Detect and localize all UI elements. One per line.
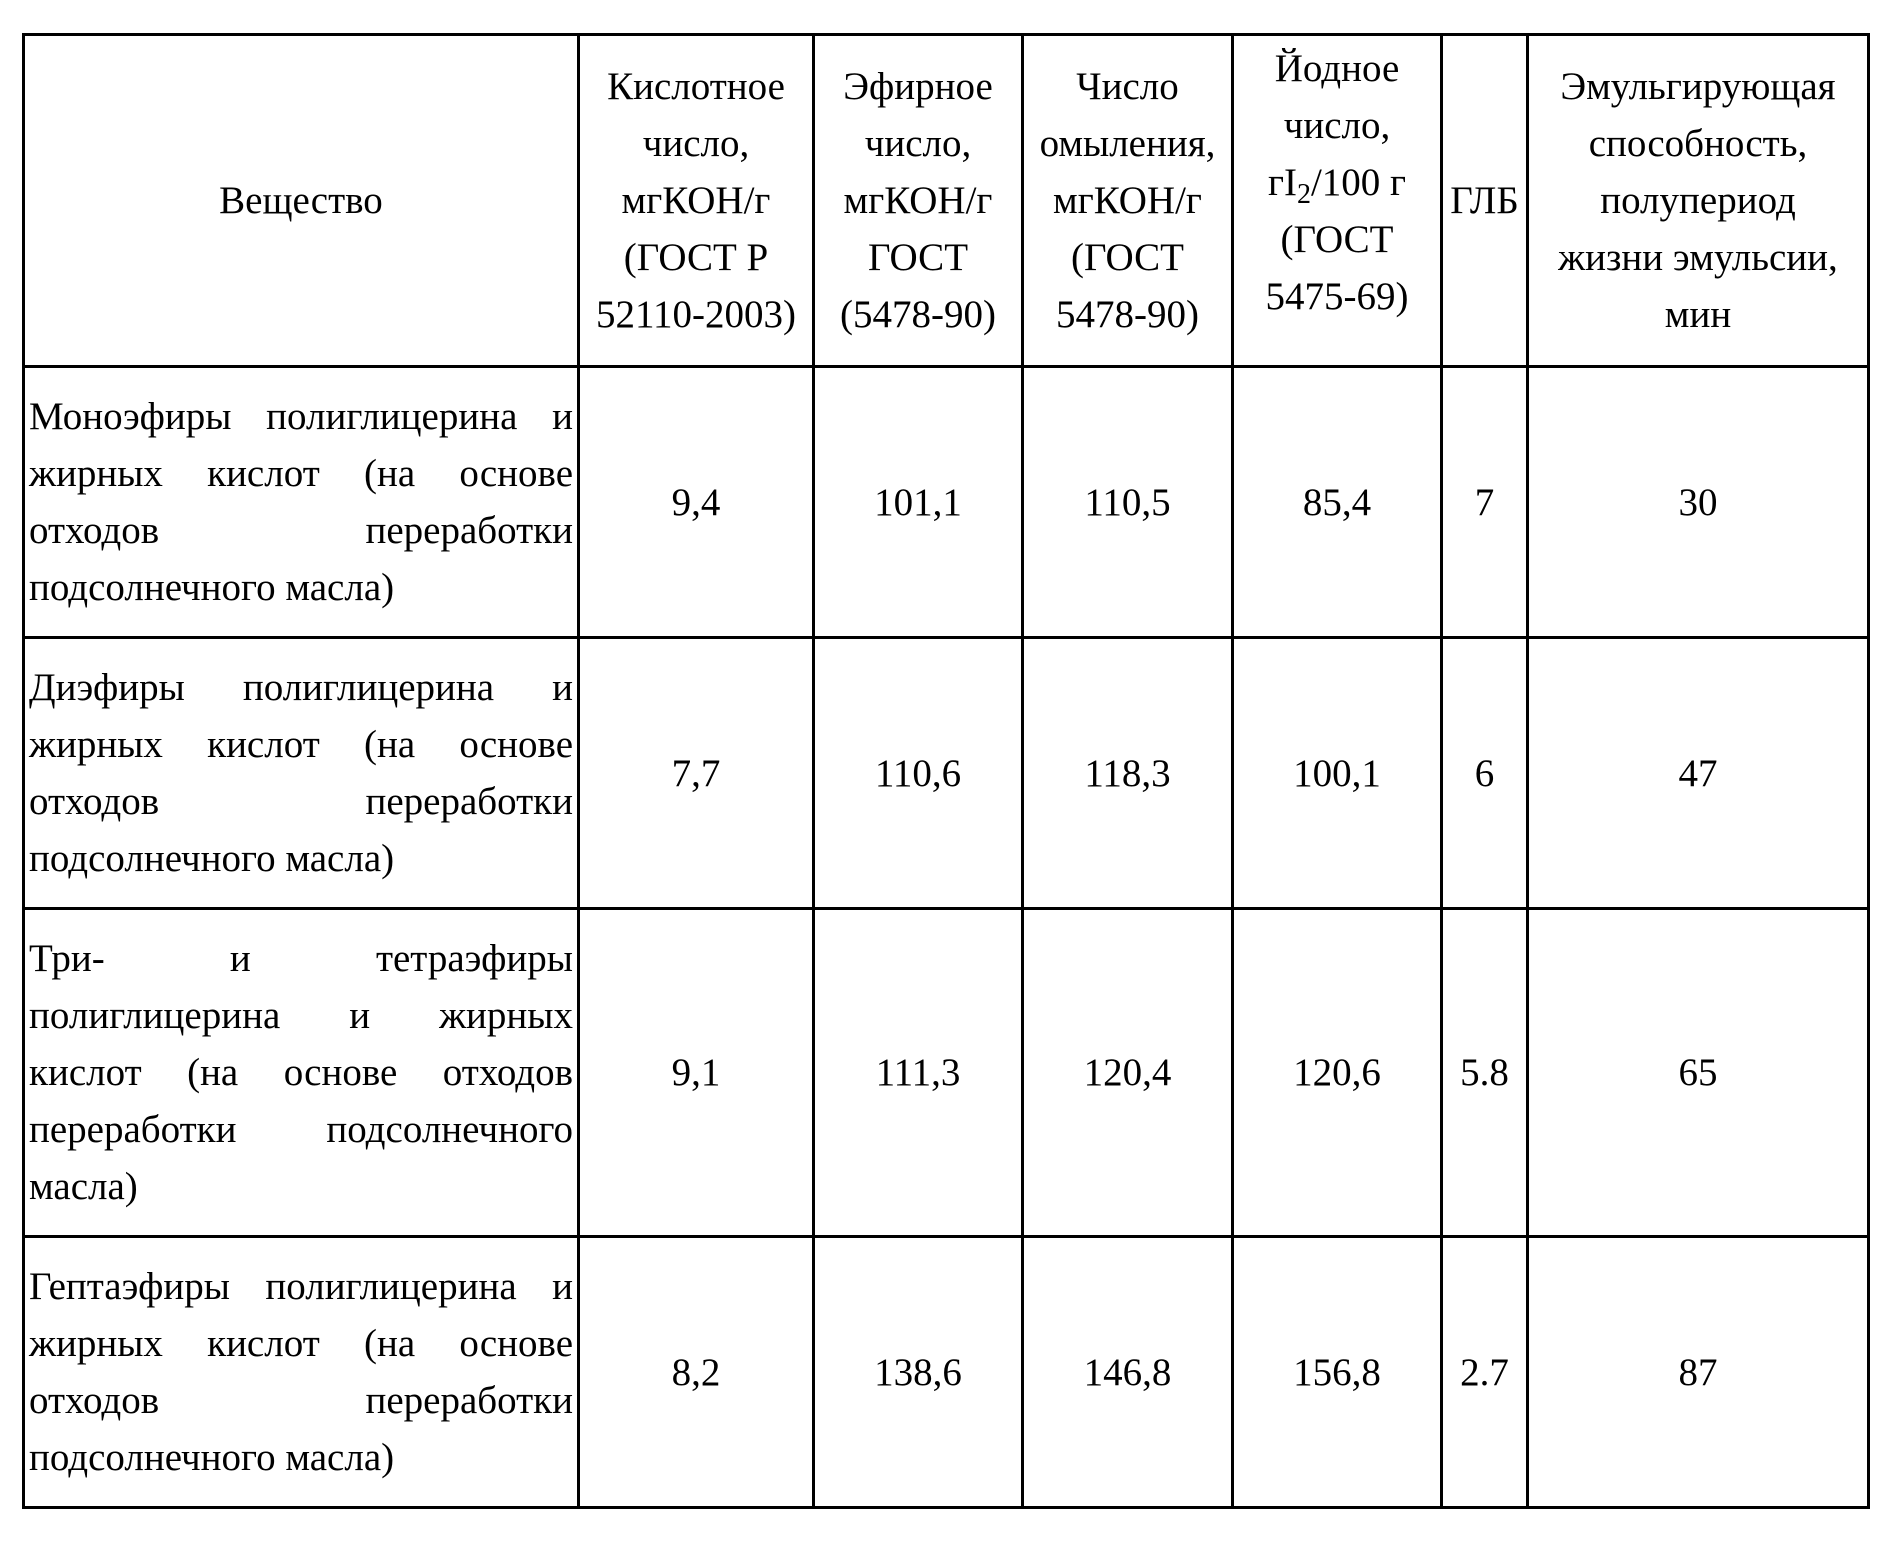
header-iodine-line: число, [1283,104,1391,147]
cell-ester-number: 138,6 [814,1237,1023,1508]
cell-acid-number: 8,2 [579,1237,814,1508]
header-iodine-unit [1267,161,1407,210]
header-ester-line: ГОСТ [867,236,969,279]
cell-hlb: 6 [1442,638,1528,909]
header-ester-line: мгКОН/г [843,179,993,222]
header-hlb [1442,35,1528,367]
header-ester-line: (5478-90) [840,293,996,336]
header-acid-line: 52110-2003) [595,293,797,336]
cell-emulsion-half-life: 30 [1528,367,1869,638]
header-emulsifying-line: полупериод [1600,179,1796,222]
cell-acid-number: 9,4 [579,367,814,638]
header-acid-line: (ГОСТ Р [623,236,769,279]
header-iodine-number [1233,35,1442,367]
header-saponification-line: (ГОСТ [1070,236,1185,279]
header-iodine-unit-part: /100 г [1310,161,1407,204]
cell-ester-number: 111,3 [814,909,1023,1237]
cell-iodine-number: 156,8 [1233,1237,1442,1508]
cell-saponification-number: 146,8 [1023,1237,1233,1508]
cell-substance: Три- и тетраэфиры полиглицерина и жирных кислот (на основе отходов переработки подсолнечного масла) [24,909,579,1237]
table-row [24,367,1869,638]
cell-hlb: 2.7 [1442,1237,1528,1508]
header-iodine-line: 5475-69) [1265,275,1409,318]
cell-hlb: 5.8 [1442,909,1528,1237]
cell-ester-number: 101,1 [814,367,1023,638]
cell-acid-number: 9,1 [579,909,814,1237]
header-emulsifying-line: жизни эмульсии, [1558,236,1838,279]
header-iodine-unit-subscript: 2 [1296,179,1311,210]
header-saponification-line: 5478-90) [1056,293,1199,336]
header-emulsifying-ability [1528,35,1869,367]
cell-saponification-number: 120,4 [1023,909,1233,1237]
cell-emulsion-half-life: 87 [1528,1237,1869,1508]
cell-ester-number: 110,6 [814,638,1023,909]
table-row [24,1237,1869,1508]
header-substance [24,35,579,367]
cell-substance: Гептаэфиры полиглицерина и жирных кислот (на основе отходов переработки подсолнечного масла) [24,1237,579,1508]
header-saponification-line: Число [1076,65,1179,108]
properties-table [22,33,1870,1509]
header-saponification-line: мгКОН/г [1053,179,1202,222]
cell-iodine-number: 100,1 [1233,638,1442,909]
header-saponification-number [1023,35,1233,367]
cell-saponification-number: 118,3 [1023,638,1233,909]
header-substance-label: Вещество [219,179,383,222]
cell-emulsion-half-life: 47 [1528,638,1869,909]
header-iodine-line: (ГОСТ [1280,218,1394,261]
header-ester-line: число, [864,122,972,165]
header-iodine-unit-part: гI [1267,161,1297,204]
header-row [24,35,1869,367]
cell-iodine-number: 120,6 [1233,909,1442,1237]
header-acid-line: Кислотное [607,65,785,108]
cell-acid-number: 7,7 [579,638,814,909]
header-emulsifying-line: Эмульгирующая [1560,65,1836,108]
cell-emulsion-half-life: 65 [1528,909,1869,1237]
cell-substance: Диэфиры полиглицерина и жирных кислот (на основе отходов переработки подсолнечного масла) [24,638,579,909]
header-hlb-label: ГЛБ [1450,179,1519,222]
table-row [24,638,1869,909]
header-acid-number [579,35,814,367]
header-ester-line: Эфирное [843,65,993,108]
cell-substance: Моноэфиры полиглицерина и жирных кислот (на основе отходов переработки подсолнечного масла) [24,367,579,638]
table-row [24,909,1869,1237]
cell-iodine-number: 85,4 [1233,367,1442,638]
cell-hlb: 7 [1442,367,1528,638]
header-ester-number [814,35,1023,367]
header-iodine-line: Йодное [1274,47,1400,90]
header-acid-line: мгКОН/г [621,179,771,222]
header-saponification-line: омыления, [1039,122,1216,165]
header-emulsifying-line: способность, [1588,122,1808,165]
cell-saponification-number: 110,5 [1023,367,1233,638]
header-emulsifying-line: мин [1664,293,1732,336]
header-acid-line: число, [642,122,750,165]
